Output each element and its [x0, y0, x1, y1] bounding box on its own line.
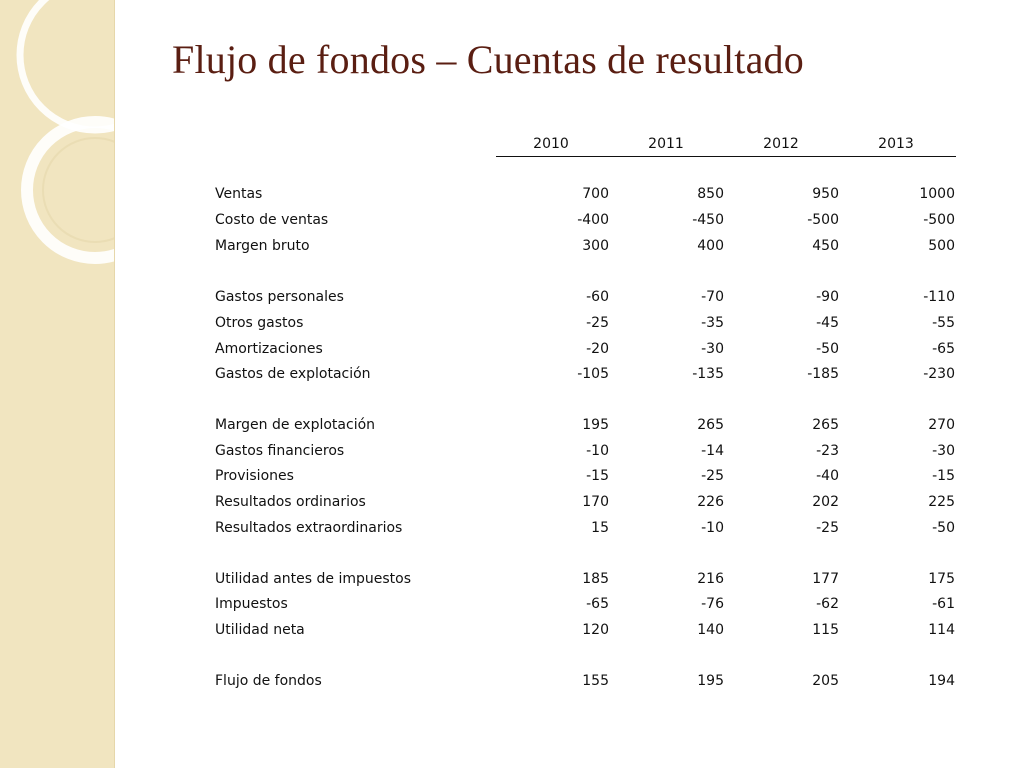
- row-value-2013: 500: [928, 238, 955, 254]
- row-value-2011: -30: [701, 341, 724, 357]
- row-value-2010: -10: [586, 443, 609, 459]
- table-row: [210, 366, 970, 388]
- row-label: Utilidad antes de impuestos: [215, 571, 411, 587]
- row-value-2013: -15: [932, 468, 955, 484]
- row-value-2011: 400: [697, 238, 724, 254]
- table-row: [210, 289, 970, 311]
- row-value-2012: -23: [816, 443, 839, 459]
- row-value-2011: 226: [697, 494, 724, 510]
- row-label: Provisiones: [215, 468, 294, 484]
- slide-title: Flujo de fondos – Cuentas de resultado: [172, 37, 804, 82]
- row-value-2012: 115: [812, 622, 839, 638]
- table-row: [210, 520, 970, 542]
- table-row: [210, 596, 970, 618]
- row-value-2010: 155: [582, 673, 609, 689]
- row-label: Impuestos: [215, 596, 288, 612]
- table-row: [210, 212, 970, 234]
- row-label: Margen bruto: [215, 238, 310, 254]
- row-label: Ventas: [215, 186, 263, 202]
- table-row: [210, 443, 970, 465]
- row-value-2012: 265: [812, 417, 839, 433]
- row-value-2010: -60: [586, 289, 609, 305]
- row-value-2013: 194: [928, 673, 955, 689]
- row-value-2013: 175: [928, 571, 955, 587]
- row-label: Flujo de fondos: [215, 673, 322, 689]
- row-value-2013: 114: [928, 622, 955, 638]
- row-label: Amortizaciones: [215, 341, 323, 357]
- table-row: [210, 186, 970, 208]
- row-value-2010: 700: [582, 186, 609, 202]
- row-value-2013: -61: [932, 596, 955, 612]
- row-value-2010: -400: [577, 212, 609, 228]
- row-value-2013: -30: [932, 443, 955, 459]
- year-header-2010: 2010: [533, 136, 569, 152]
- table-row: [210, 417, 970, 439]
- row-value-2013: -230: [923, 366, 955, 382]
- row-value-2010: 15: [591, 520, 609, 536]
- row-value-2010: -65: [586, 596, 609, 612]
- row-value-2012: -62: [816, 596, 839, 612]
- year-header-2012: 2012: [763, 136, 799, 152]
- row-value-2012: 177: [812, 571, 839, 587]
- row-value-2010: 195: [582, 417, 609, 433]
- row-value-2012: 450: [812, 238, 839, 254]
- row-value-2011: -135: [692, 366, 724, 382]
- row-value-2012: -50: [816, 341, 839, 357]
- row-value-2011: 195: [697, 673, 724, 689]
- row-value-2012: -25: [816, 520, 839, 536]
- row-value-2011: -70: [701, 289, 724, 305]
- row-value-2010: -15: [586, 468, 609, 484]
- row-value-2011: 140: [697, 622, 724, 638]
- row-label: Gastos de explotación: [215, 366, 371, 382]
- decorative-rings: [0, 0, 114, 768]
- row-value-2013: -55: [932, 315, 955, 331]
- row-value-2012: 950: [812, 186, 839, 202]
- row-value-2010: 300: [582, 238, 609, 254]
- table-row: [210, 315, 970, 337]
- row-label: Costo de ventas: [215, 212, 329, 228]
- row-value-2012: -40: [816, 468, 839, 484]
- row-value-2010: 120: [582, 622, 609, 638]
- row-value-2010: -25: [586, 315, 609, 331]
- row-label: Otros gastos: [215, 315, 304, 331]
- row-value-2011: 216: [697, 571, 724, 587]
- row-label: Margen de explotación: [215, 417, 376, 433]
- row-label: Utilidad neta: [215, 622, 305, 638]
- row-value-2013: -65: [932, 341, 955, 357]
- year-header-2011: 2011: [648, 136, 684, 152]
- row-value-2012: 202: [812, 494, 839, 510]
- row-value-2011: 265: [697, 417, 724, 433]
- row-value-2013: 225: [928, 494, 955, 510]
- row-value-2011: 850: [697, 186, 724, 202]
- row-label: Resultados extraordinarios: [215, 520, 403, 536]
- row-value-2012: -500: [807, 212, 839, 228]
- table-row: [210, 622, 970, 644]
- row-value-2010: -20: [586, 341, 609, 357]
- row-value-2013: -500: [923, 212, 955, 228]
- row-value-2011: -10: [701, 520, 724, 536]
- row-value-2011: -76: [701, 596, 724, 612]
- row-label: Resultados ordinarios: [215, 494, 366, 510]
- row-value-2013: -50: [932, 520, 955, 536]
- table-row: [210, 571, 970, 593]
- row-value-2010: -105: [577, 366, 609, 382]
- row-value-2011: -450: [692, 212, 724, 228]
- row-value-2012: -185: [807, 366, 839, 382]
- row-value-2011: -25: [701, 468, 724, 484]
- decorative-side-band: [0, 0, 115, 768]
- table-row: [210, 673, 970, 695]
- row-value-2013: 1000: [919, 186, 955, 202]
- row-label: Gastos financieros: [215, 443, 345, 459]
- table-row: [210, 238, 970, 260]
- row-value-2013: -110: [923, 289, 955, 305]
- table-row: [210, 494, 970, 516]
- year-header-row: [496, 134, 956, 157]
- row-value-2011: -35: [701, 315, 724, 331]
- row-value-2011: -14: [701, 443, 724, 459]
- row-value-2012: -90: [816, 289, 839, 305]
- table-row: [210, 468, 970, 490]
- row-value-2012: -45: [816, 315, 839, 331]
- table-row: [210, 341, 970, 363]
- row-value-2013: 270: [928, 417, 955, 433]
- row-value-2010: 170: [582, 494, 609, 510]
- row-label: Gastos personales: [215, 289, 344, 305]
- year-header-2013: 2013: [878, 136, 914, 152]
- row-value-2012: 205: [812, 673, 839, 689]
- row-value-2010: 185: [582, 571, 609, 587]
